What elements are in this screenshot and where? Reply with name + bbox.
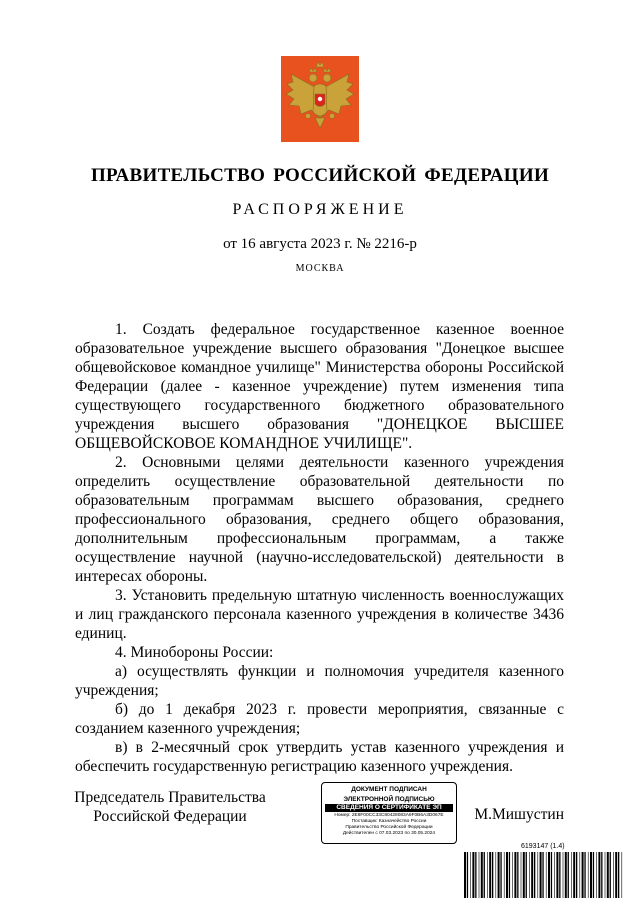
- paragraph-3: 3. Установить предельную штатную численность военнослужащих и лиц гражданского персонала казенного учреждения в количестве 3436 единиц.: [75, 587, 564, 642]
- document-type: РАСПОРЯЖЕНИЕ: [232, 201, 408, 218]
- signatory-position-line2: Российской Федерации: [93, 808, 247, 825]
- stamp-title-line1: ДОКУМЕНТ ПОДПИСАН: [351, 786, 427, 793]
- city-name: МОСКВА: [295, 263, 345, 274]
- barcode-icon: [464, 852, 624, 898]
- stamp-supplier: Поставщик: Казначейство России: [351, 819, 427, 824]
- electronic-signature-stamp: [321, 782, 457, 844]
- stamp-certificate-bar: СВЕДЕНИЯ О СЕРТИФИКАТЕ ЭП: [325, 804, 453, 812]
- stamp-owner: Правительство Российской Федерации: [345, 825, 433, 830]
- document-code: 6193147 (1.4): [521, 843, 565, 850]
- stamp-cert-number: Номер: 2E8F00CC33C80428083A9F0B6A3D067E: [334, 813, 444, 818]
- stamp-validity: Действителен с 07.03.2023 по 30.05.2024: [342, 831, 436, 836]
- paragraph-2: 2. Основными целями деятельности казенного учреждения определить осуществление образовательной деятельности по образовательным программам высшего образования, среднего профессионального образования, среднего общего образования, дополнительным профессиональным программам, а также осуществление научной (научно-исследовательской) деятельности в интересах обороны.: [75, 454, 564, 585]
- paragraph-1: 1. Создать федеральное государственное казенное военное образовательное учреждение высшего образования "Донецкое высшее общевойсковое командное училище" Министерства обороны Российской Федерации (далее - казенное учреждение) путем изменения типа существующего государственного бюджетного образовательного учреждения высшего образования "ДОНЕЦКОЕ ВЫСШЕЕ ОБЩЕВОЙСКОВОЕ КОМАНДНОЕ УЧИЛИЩЕ".: [75, 321, 564, 452]
- paragraph-4a: а) осуществлять функции и полномочия учредителя казенного учреждения;: [75, 663, 564, 699]
- date-and-number: от 16 августа 2023 г. № 2216-р: [223, 236, 417, 252]
- stamp-title-line2: ЭЛЕКТРОННОЙ ПОДПИСЬЮ: [343, 796, 435, 803]
- paragraph-4: 4. Минобороны России:: [115, 644, 274, 661]
- paragraph-4b: б) до 1 декабря 2023 г. провести мероприятия, связанные с созданием казенного учреждения;: [75, 701, 564, 737]
- government-title: ПРАВИТЕЛЬСТВО РОССИЙСКОЙ ФЕДЕРАЦИИ: [90, 165, 550, 186]
- signatory-position: [70, 788, 270, 826]
- paragraph-4c: в) в 2-месячный срок утвердить устав казенного учреждения и обеспечить государственную регистрацию казенного учреждения.: [75, 739, 564, 775]
- signatory-name: М.Мишустин: [474, 806, 564, 823]
- coat-of-arms-icon: [281, 56, 359, 142]
- document-body: [75, 320, 564, 776]
- signatory-position-line1: Председатель Правительства: [74, 789, 266, 806]
